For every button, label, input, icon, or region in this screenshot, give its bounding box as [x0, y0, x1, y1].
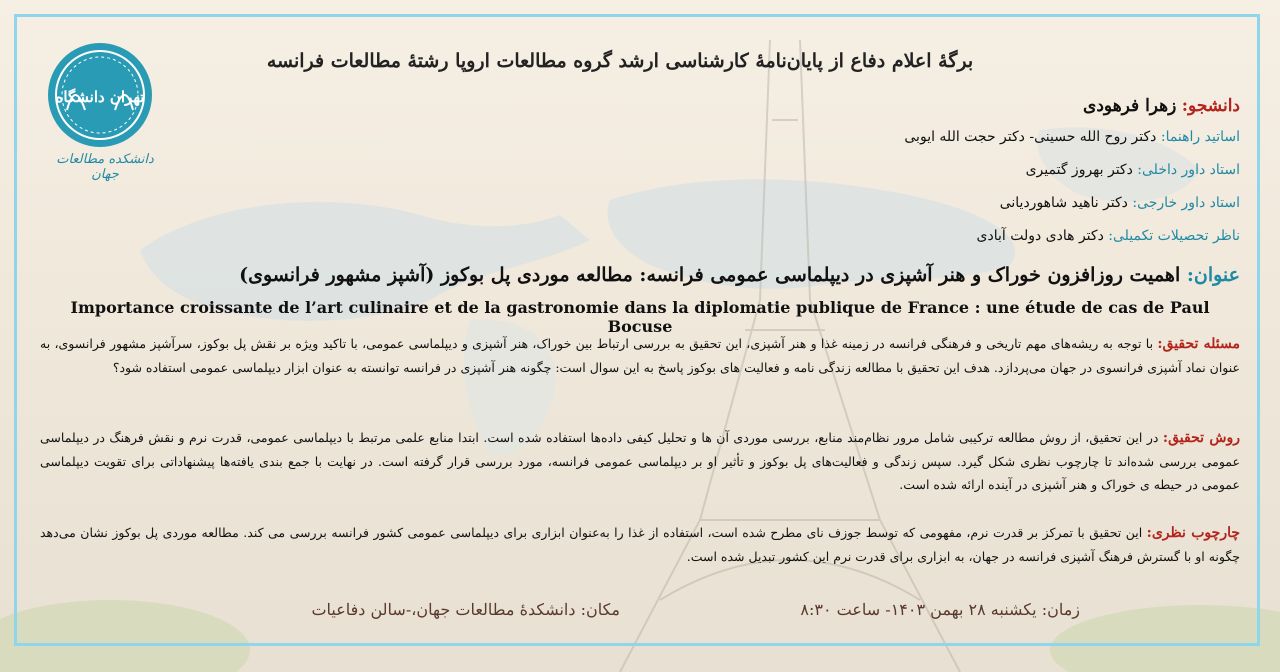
footer-time	[800, 600, 1080, 619]
method-label: روش تحقیق:	[1162, 430, 1240, 446]
advisors-value: دکتر روح الله حسینی- دکتر حجت الله ایوبی	[904, 129, 1157, 145]
external-examiner-label: استاد داور خارجی:	[1132, 195, 1240, 211]
time-label: زمان:	[1041, 600, 1080, 619]
footer-place	[311, 600, 620, 619]
title-fa-text: اهمیت روزافزون خوراک و هنر آشپزی در دیپلماسی عمومی فرانسه: مطالعه موردی پل بوکوز (آشپز مشهور فرانسوی)	[239, 264, 1181, 286]
problem-label: مسئله تحقیق:	[1157, 336, 1240, 352]
poster-content	[40, 40, 1240, 640]
place-label: مکان:	[580, 600, 620, 619]
time-value: یکشنبه ۲۸ بهمن ۱۴۰۳- ساعت ۸:۳۰	[800, 600, 1037, 619]
framework-text: این تحقیق با تمرکز بر قدرت نرم، مفهومی که توسط جوزف نای مطرح شده است، استفاده از غذا را به‌عنوان ابزاری برای دیپلماسی عمومی کشور فرانسه بررسی می کند. مطالعه موردی پل بوکوز نشان می‌دهد چگونه او با گسترش فرهنگ آشپزی فرانسه در جهان، به ابزاری برای قدرت نرم این کشور تبدیل شده است.	[40, 525, 1240, 564]
supervisor-row	[977, 228, 1240, 244]
title-label: عنوان:	[1186, 264, 1240, 286]
advisors-row	[904, 129, 1240, 145]
thesis-title-fa	[40, 264, 1240, 286]
internal-examiner-value: دکتر بهروز گتمیری	[1025, 162, 1133, 178]
student-name: زهرا فرهودی	[1083, 96, 1177, 116]
university-logo	[45, 40, 155, 190]
external-examiner-row	[1000, 195, 1240, 211]
problem-section	[40, 332, 1240, 379]
external-examiner-value: دکتر ناهید شاهوردیانی	[999, 195, 1128, 211]
place-value: دانشکدهٔ مطالعات جهان،-سالن دفاعیات	[311, 600, 576, 619]
poster-title: برگهٔ اعلام دفاع از پایان‌نامهٔ کارشناسی ارشد گروه مطالعات اروپا رشتهٔ مطالعات فرانسه	[266, 50, 974, 72]
university-seal-icon	[45, 40, 155, 150]
faculty-name: دانشکده مطالعات جهان	[56, 152, 154, 182]
problem-text: با توجه به ریشه‌های مهم تاریخی و فرهنگی فرانسه در زمینه غذا و هنر آشپزی، این تحقیق به بررسی ارتباط بین خوراک، هنر آشپزی و دیپلماسی عمومی، با تاکید ویژه بر نقش پل بوکوز، سرآشپز مشهور فرانسوی، به عنوان نماد آشپزی فرانسوی در جهان می‌پردازد. هدف این تحقیق با مطالعه زندگی نامه و فعالیت های بوکوز پاسخ به این سوال است: چگونه هنر آشپزی در فرانسه توانسته به عنوان ابزار دیپلماسی عمومی استفاده شود؟	[40, 336, 1240, 375]
internal-examiner-row	[1026, 162, 1240, 178]
supervisor-label: ناظر تحصیلات تکمیلی:	[1108, 228, 1240, 244]
thesis-title-fr: Importance croissante de l’art culinaire et de la gastronomie dans la diplomatie publique de France : une étude de cas de Paul Bocuse	[70, 298, 1210, 336]
student-row	[1083, 96, 1240, 116]
method-text: در این تحقیق، از روش مطالعه ترکیبی شامل مرور نظام‌مند منابع، بررسی موردی آن ها و تحلیل کیفی داده‌ها استفاده شده است. ابتدا منابع علمی مرتبط با دیپلماسی عمومی، قدرت نرم و نقش فرهنگ در دیپلماسی عمومی بررسی شده‌اند تا چارچوب نظری شکل گیرد. سپس زندگی و فعالیت‌های پل بوکوز و تأثیر او بر دیپلماسی عمومی فرانسه، مورد بررسی قرار گرفته است. در نهایت با جمع بندی یافته‌ها پیشنهاداتی برای تقویت دیپلماسی عمومی در حیطه ی خوراک و هنر آشپزی در آینده ارائه شده است.	[40, 430, 1240, 492]
framework-section	[40, 521, 1240, 568]
framework-label: چارچوب نظری:	[1146, 525, 1240, 541]
advisors-label: اساتید راهنما:	[1160, 129, 1240, 145]
seal-text: تهران دانشگاه	[55, 88, 145, 106]
student-label: دانشجو:	[1181, 96, 1240, 116]
internal-examiner-label: استاد داور داخلی:	[1137, 162, 1240, 178]
supervisor-value: دکتر هادی دولت آبادی	[976, 228, 1104, 244]
method-section	[40, 426, 1240, 496]
